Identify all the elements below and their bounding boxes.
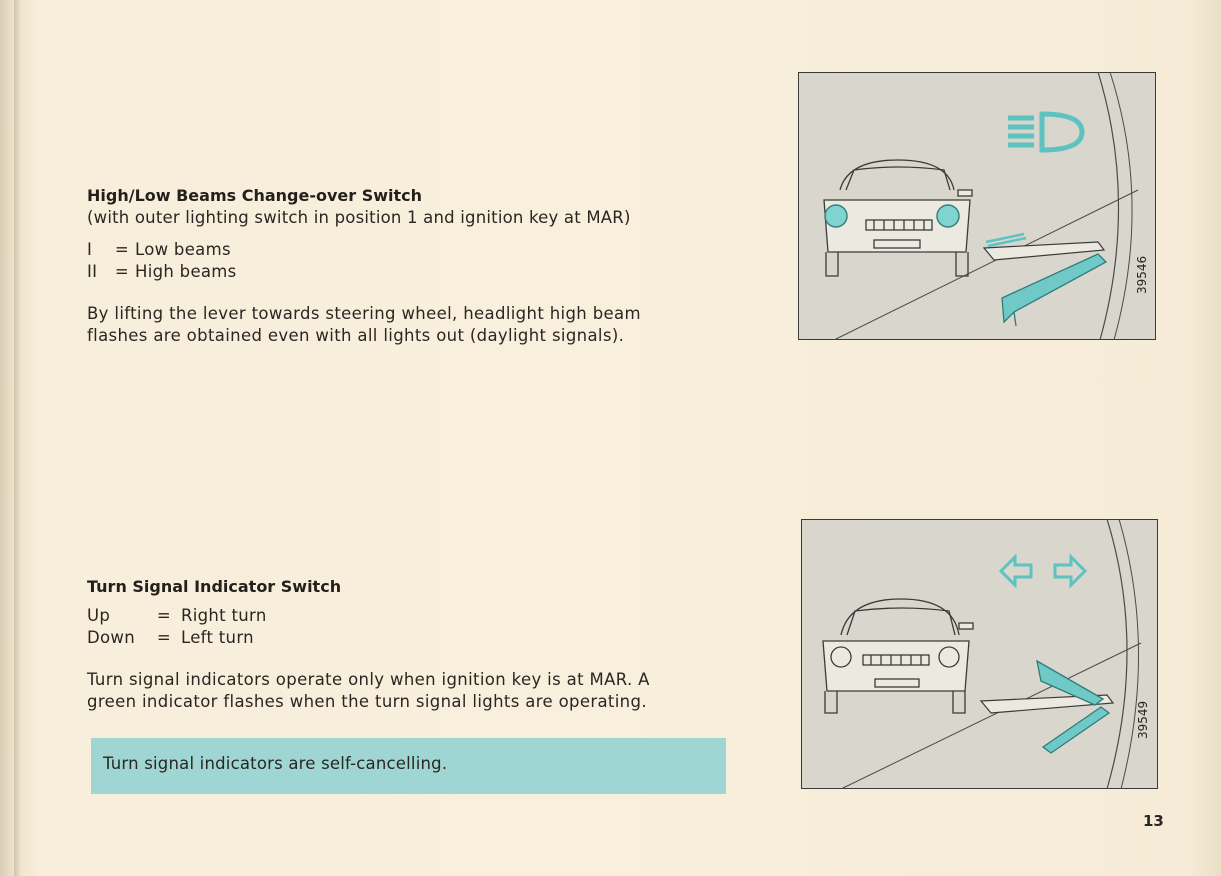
definition-key: Down <box>87 628 135 647</box>
headlight-left <box>825 205 847 227</box>
turn-signal-figure <box>801 519 1158 789</box>
paragraph-line: flashes are obtained even with all lights out (daylight signals). <box>87 326 625 345</box>
turn-definition-list <box>87 605 727 649</box>
paragraph-line: Turn signal indicators operate only when ignition key is at MAR. A <box>87 670 650 689</box>
beams-definition-list <box>87 239 727 283</box>
definition-key: I <box>87 240 93 259</box>
turn-item-down <box>87 627 727 649</box>
definition-value: High beams <box>135 262 237 281</box>
definition-equals: = <box>156 628 172 647</box>
definition-equals: = <box>156 606 172 625</box>
beams-subtitle: (with outer lighting switch in position 1 and ignition key at MAR) <box>87 208 631 227</box>
figure-code: 39546 <box>1135 255 1149 294</box>
beams-section <box>87 186 727 347</box>
beams-item-low <box>87 239 727 261</box>
definition-value: Low beams <box>135 240 231 259</box>
page-number: 13 <box>1143 812 1164 830</box>
turn-heading: Turn Signal Indicator Switch <box>87 577 342 596</box>
beams-paragraph <box>87 303 727 347</box>
paragraph-line: By lifting the lever towards steering wheel, headlight high beam <box>87 304 641 323</box>
turn-section <box>87 577 727 713</box>
turn-paragraph <box>87 669 727 713</box>
definition-key: Up <box>87 606 111 625</box>
definition-equals: = <box>114 262 130 281</box>
beams-item-high <box>87 261 727 283</box>
headlight-right <box>937 205 959 227</box>
definition-value: Right turn <box>181 606 267 625</box>
high-low-beam-figure <box>798 72 1156 340</box>
definition-value: Left turn <box>181 628 254 647</box>
self-cancelling-note: Turn signal indicators are self-cancelling. <box>91 738 726 794</box>
definition-equals: = <box>114 240 130 259</box>
turn-item-up <box>87 605 727 627</box>
beams-heading: High/Low Beams Change-over Switch <box>87 186 423 205</box>
definition-key: II <box>87 262 98 281</box>
figure-code: 39549 <box>1136 700 1150 739</box>
paragraph-line: green indicator flashes when the turn signal lights are operating. <box>87 692 647 711</box>
page-spine <box>14 0 20 876</box>
